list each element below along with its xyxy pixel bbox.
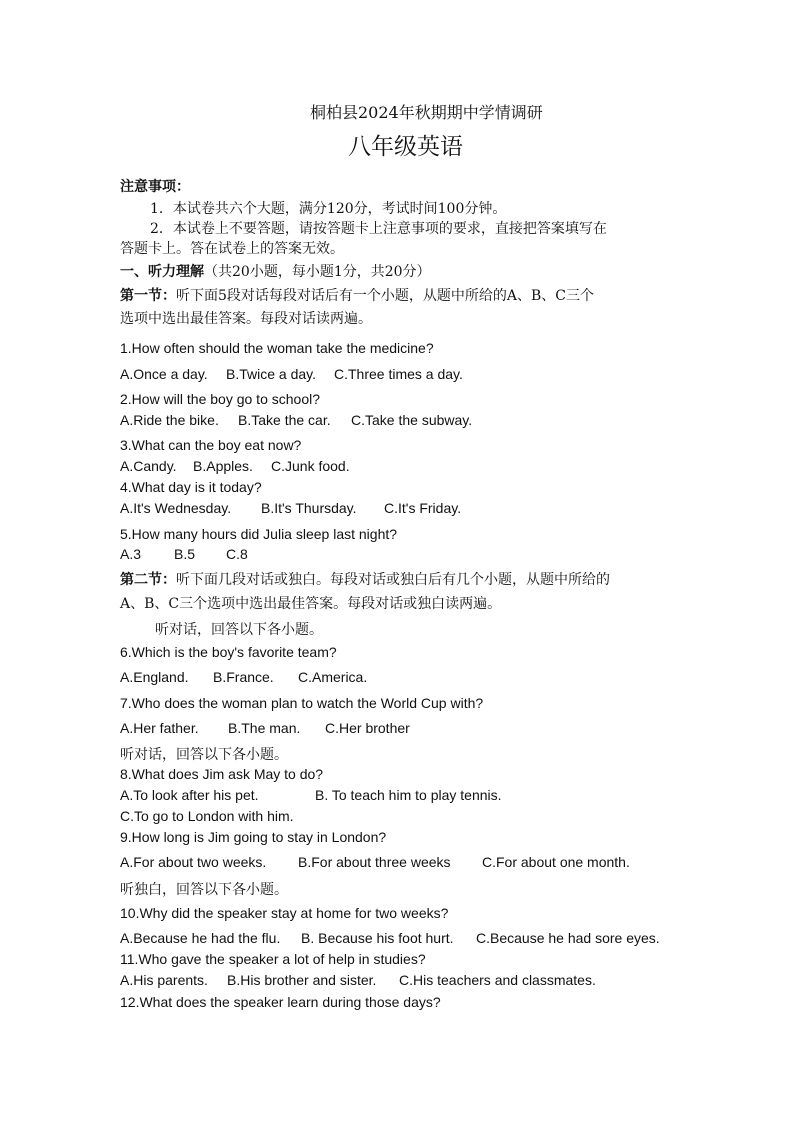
- section2-line-2: A、B、C三个选项中选出最佳答案。每段对话或独白读两遍。: [120, 596, 502, 612]
- question-12: 12.What does the speaker learn during those days?: [120, 994, 441, 1010]
- question-2: 2.How will the boy go to school?: [120, 391, 320, 407]
- question-4: 4.What day is it today?: [120, 479, 262, 495]
- q10-option-b: B. Because his foot hurt.: [301, 930, 454, 946]
- q2-option-b: B.Take the car.: [238, 412, 331, 428]
- part1-heading-bold: 一、听力理解: [120, 264, 204, 280]
- question-11: 11.Who gave the speaker a lot of help in studies?: [120, 951, 426, 967]
- q5-option-a: A.3: [120, 546, 142, 562]
- question-9: 9.How long is Jim going to stay in London?: [120, 829, 387, 845]
- question-6: 6.Which is the boy's favorite team?: [120, 644, 337, 660]
- q8-option-b: B. To teach him to play tennis.: [315, 787, 502, 803]
- subject-title: 八年级英语: [348, 134, 463, 160]
- q7-option-a: A.Her father.: [120, 720, 199, 736]
- q9-option-a: A.For about two weeks.: [120, 854, 267, 870]
- section2-line-1: [120, 569, 610, 589]
- q11-option-c: C.His teachers and classmates.: [399, 972, 596, 988]
- q6-option-c: C.America.: [298, 669, 368, 685]
- prompt-dialogue-2: 听对话，回答以下各小题。: [120, 747, 288, 763]
- q11-option-b: B.His brother and sister.: [227, 972, 377, 988]
- q9-option-c: C.For about one month.: [482, 854, 630, 870]
- q1-option-c: C.Three times a day.: [334, 366, 463, 382]
- exam-title: 桐柏县2024年秋期期中学情调研: [310, 103, 543, 122]
- q6-option-a: A.England.: [120, 669, 189, 685]
- q3-option-b: B.Apples.: [193, 458, 253, 474]
- q6-option-b: B.France.: [213, 669, 274, 685]
- notes-heading: 注意事项：: [120, 179, 190, 195]
- section2-label: 第二节：: [120, 572, 176, 588]
- q8-option-c: C.To go to London with him.: [120, 808, 294, 824]
- q2-option-a: A.Ride the bike.: [120, 412, 219, 428]
- q5-option-c: C.8: [226, 546, 248, 562]
- question-1: 1.How often should the woman take the medicine?: [120, 340, 434, 356]
- q9-option-b: B.For about three weeks: [298, 854, 451, 870]
- q7-option-c: C.Her brother: [325, 720, 410, 736]
- q11-option-a: A.His parents.: [120, 972, 208, 988]
- section1-label: 第一节：: [120, 288, 176, 304]
- part1-heading-rest: （共20小题，每小题1分，共20分）: [204, 264, 431, 280]
- q10-option-c: C.Because he had sore eyes.: [476, 930, 660, 946]
- q10-option-a: A.Because he had the flu.: [120, 930, 281, 946]
- q2-option-c: C.Take the subway.: [351, 412, 473, 428]
- q4-option-b: B.It's Thursday.: [261, 500, 357, 516]
- question-3: 3.What can the boy eat now?: [120, 437, 302, 453]
- section1-text-1: 听下面5段对话每段对话后有一个小题，从题中所给的A、B、C三个: [176, 288, 595, 304]
- note-item-1: 1．本试卷共六个大题，满分120分，考试时间100分钟。: [150, 201, 507, 217]
- section1-line-1: [120, 285, 594, 305]
- question-5: 5.How many hours did Julia sleep last night?: [120, 526, 398, 542]
- question-7: 7.Who does the woman plan to watch the World Cup with?: [120, 695, 484, 711]
- q1-option-a: A.Once a day.: [120, 366, 208, 382]
- question-10: 10.Why did the speaker stay at home for two weeks?: [120, 905, 449, 921]
- section2-text-1: 听下面几段对话或独白。每段对话或独白后有几个小题，从题中所给的: [176, 572, 610, 588]
- q4-option-a: A.It's Wednesday.: [120, 500, 232, 516]
- note-item-2-line-1: 2．本试卷上不要答题，请按答题卡上注意事项的要求，直接把答案填写在: [150, 221, 607, 237]
- prompt-monologue: 听独白，回答以下各小题。: [120, 882, 288, 898]
- q5-option-b: B.5: [174, 546, 196, 562]
- q8-option-a: A.To look after his pet.: [120, 787, 259, 803]
- question-8: 8.What does Jim ask May to do?: [120, 766, 324, 782]
- note-item-2-line-2: 答题卡上。答在试卷上的答案无效。: [120, 241, 344, 257]
- q4-option-c: C.It's Friday.: [384, 500, 462, 516]
- q3-option-c: C.Junk food.: [271, 458, 350, 474]
- part1-heading: [120, 261, 431, 281]
- q3-option-a: A.Candy.: [120, 458, 177, 474]
- q1-option-b: B.Twice a day.: [226, 366, 317, 382]
- prompt-dialogue-1: 听对话，回答以下各小题。: [155, 622, 323, 638]
- q7-option-b: B.The man.: [228, 720, 301, 736]
- section1-line-2: 选项中选出最佳答案。每段对话读两遍。: [120, 311, 372, 327]
